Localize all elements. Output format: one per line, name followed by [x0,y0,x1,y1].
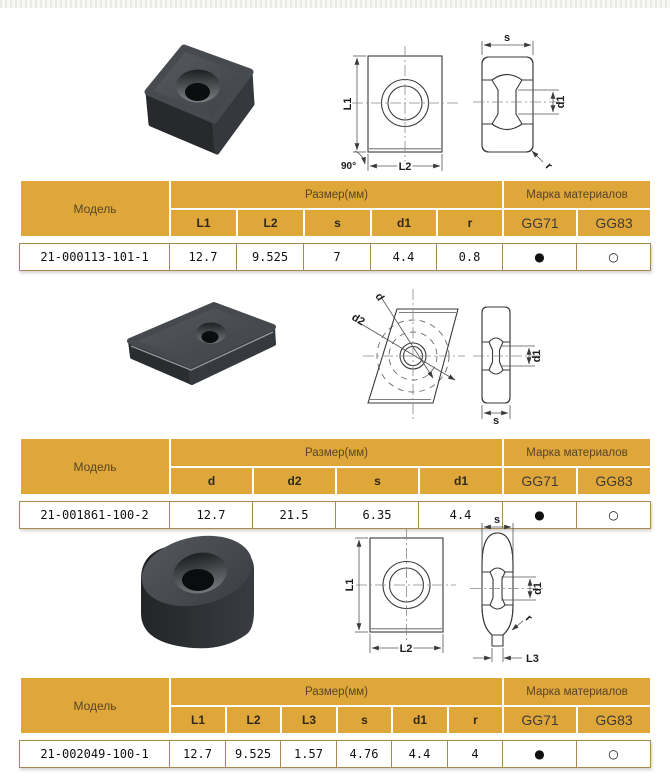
dim-label-L1: L1 [342,97,354,111]
table-row [20,244,651,271]
drawing-oval-insert [340,515,595,670]
value-cell: 9.525 [237,244,304,271]
gg71-mark-cell: ● [503,244,577,271]
material-header-cell: Марка материалов [503,438,651,467]
model-header-cell: Модель [20,438,170,495]
dim-label-r: r [542,160,555,173]
dim-label-d2: d2 [349,311,367,329]
table-row [20,741,651,768]
material-header-cell: Марка материалов [503,677,651,706]
model-header-cell: Модель [20,677,170,734]
column-header: L3 [281,706,337,734]
drawing-parallelogram-insert [345,283,580,425]
value-cell: 4.4 [392,741,448,768]
size-header-cell: Размер(мм) [170,438,503,467]
gg71-mark-cell: ● [503,741,577,768]
column-header-gg71: GG71 [503,706,577,734]
dim-label-d1: d1 [531,349,543,363]
dim-label-d: d [372,291,387,304]
column-header: L2 [226,706,281,734]
model-header-cell: Модель [20,180,170,237]
value-cell: 1.57 [281,741,337,768]
gg83-mark-cell: ○ [577,244,651,271]
gg83-mark-cell: ○ [577,741,651,768]
dim-label-90deg: 90° [341,161,357,172]
drawing-square-insert [340,20,585,178]
value-cell: 4.4 [371,244,437,271]
value-cell: 4.76 [337,741,392,768]
model-cell: 21-000113-101-1 [20,244,170,271]
column-header: s [336,467,419,495]
dim-label-s: s [493,515,501,526]
value-cell: 9.525 [226,741,281,768]
model-cell: 21-001861-100-2 [20,502,170,529]
spec-table-3-header [19,676,652,735]
column-header: d1 [392,706,448,734]
spec-table-3-row [19,740,651,768]
gg71-mark-cell: ● [503,502,577,529]
column-header: s [337,706,392,734]
column-header-gg71: GG71 [503,209,577,237]
dim-label-L1: L1 [344,578,356,592]
insert-photo-flat [118,297,283,405]
value-cell: 12.7 [170,244,237,271]
column-header: d2 [253,467,336,495]
spec-table-1 [19,179,650,271]
column-header: r [448,706,503,734]
size-header-cell: Размер(мм) [170,180,503,209]
column-header: L2 [237,209,304,237]
model-cell: 21-002049-100-1 [20,741,170,768]
dim-label-d1: d1 [555,95,567,109]
column-header: L1 [170,706,226,734]
column-header: d1 [371,209,437,237]
column-header: s [304,209,371,237]
value-cell: 6.35 [336,502,419,529]
dim-label-r: r [522,612,535,625]
size-header-cell: Размер(мм) [170,677,503,706]
column-header: r [437,209,503,237]
gg83-mark-cell: ○ [577,502,651,529]
column-header: d1 [419,467,503,495]
column-header: L1 [170,209,237,237]
material-header-cell: Марка материалов [503,180,651,209]
dim-label-s: s [492,415,500,425]
value-cell: 21.5 [253,502,336,529]
column-header-gg83: GG83 [577,706,651,734]
value-cell: 4.4 [419,502,503,529]
value-cell: 4 [448,741,503,768]
value-cell: 12.7 [170,502,253,529]
insert-photo-square [140,36,260,166]
value-cell: 0.8 [437,244,503,271]
insert-photo-oval [128,527,270,659]
column-header: d [170,467,253,495]
spec-table-1-header [19,179,652,238]
value-cell: 12.7 [170,741,226,768]
top-stripe-band [0,0,670,8]
value-cell: 7 [304,244,371,271]
spec-table-2-header [19,437,652,496]
spec-table-1-row [19,243,651,271]
dim-label-L2: L2 [399,643,413,655]
column-header-gg83: GG83 [577,467,651,495]
dim-label-s: s [503,32,511,44]
dim-label-L2: L2 [398,161,412,173]
spec-table-3 [19,676,650,768]
column-header-gg83: GG83 [577,209,651,237]
dim-label-d1: d1 [532,582,544,595]
column-header-gg71: GG71 [503,467,577,495]
dim-label-L3: L3 [526,653,539,665]
